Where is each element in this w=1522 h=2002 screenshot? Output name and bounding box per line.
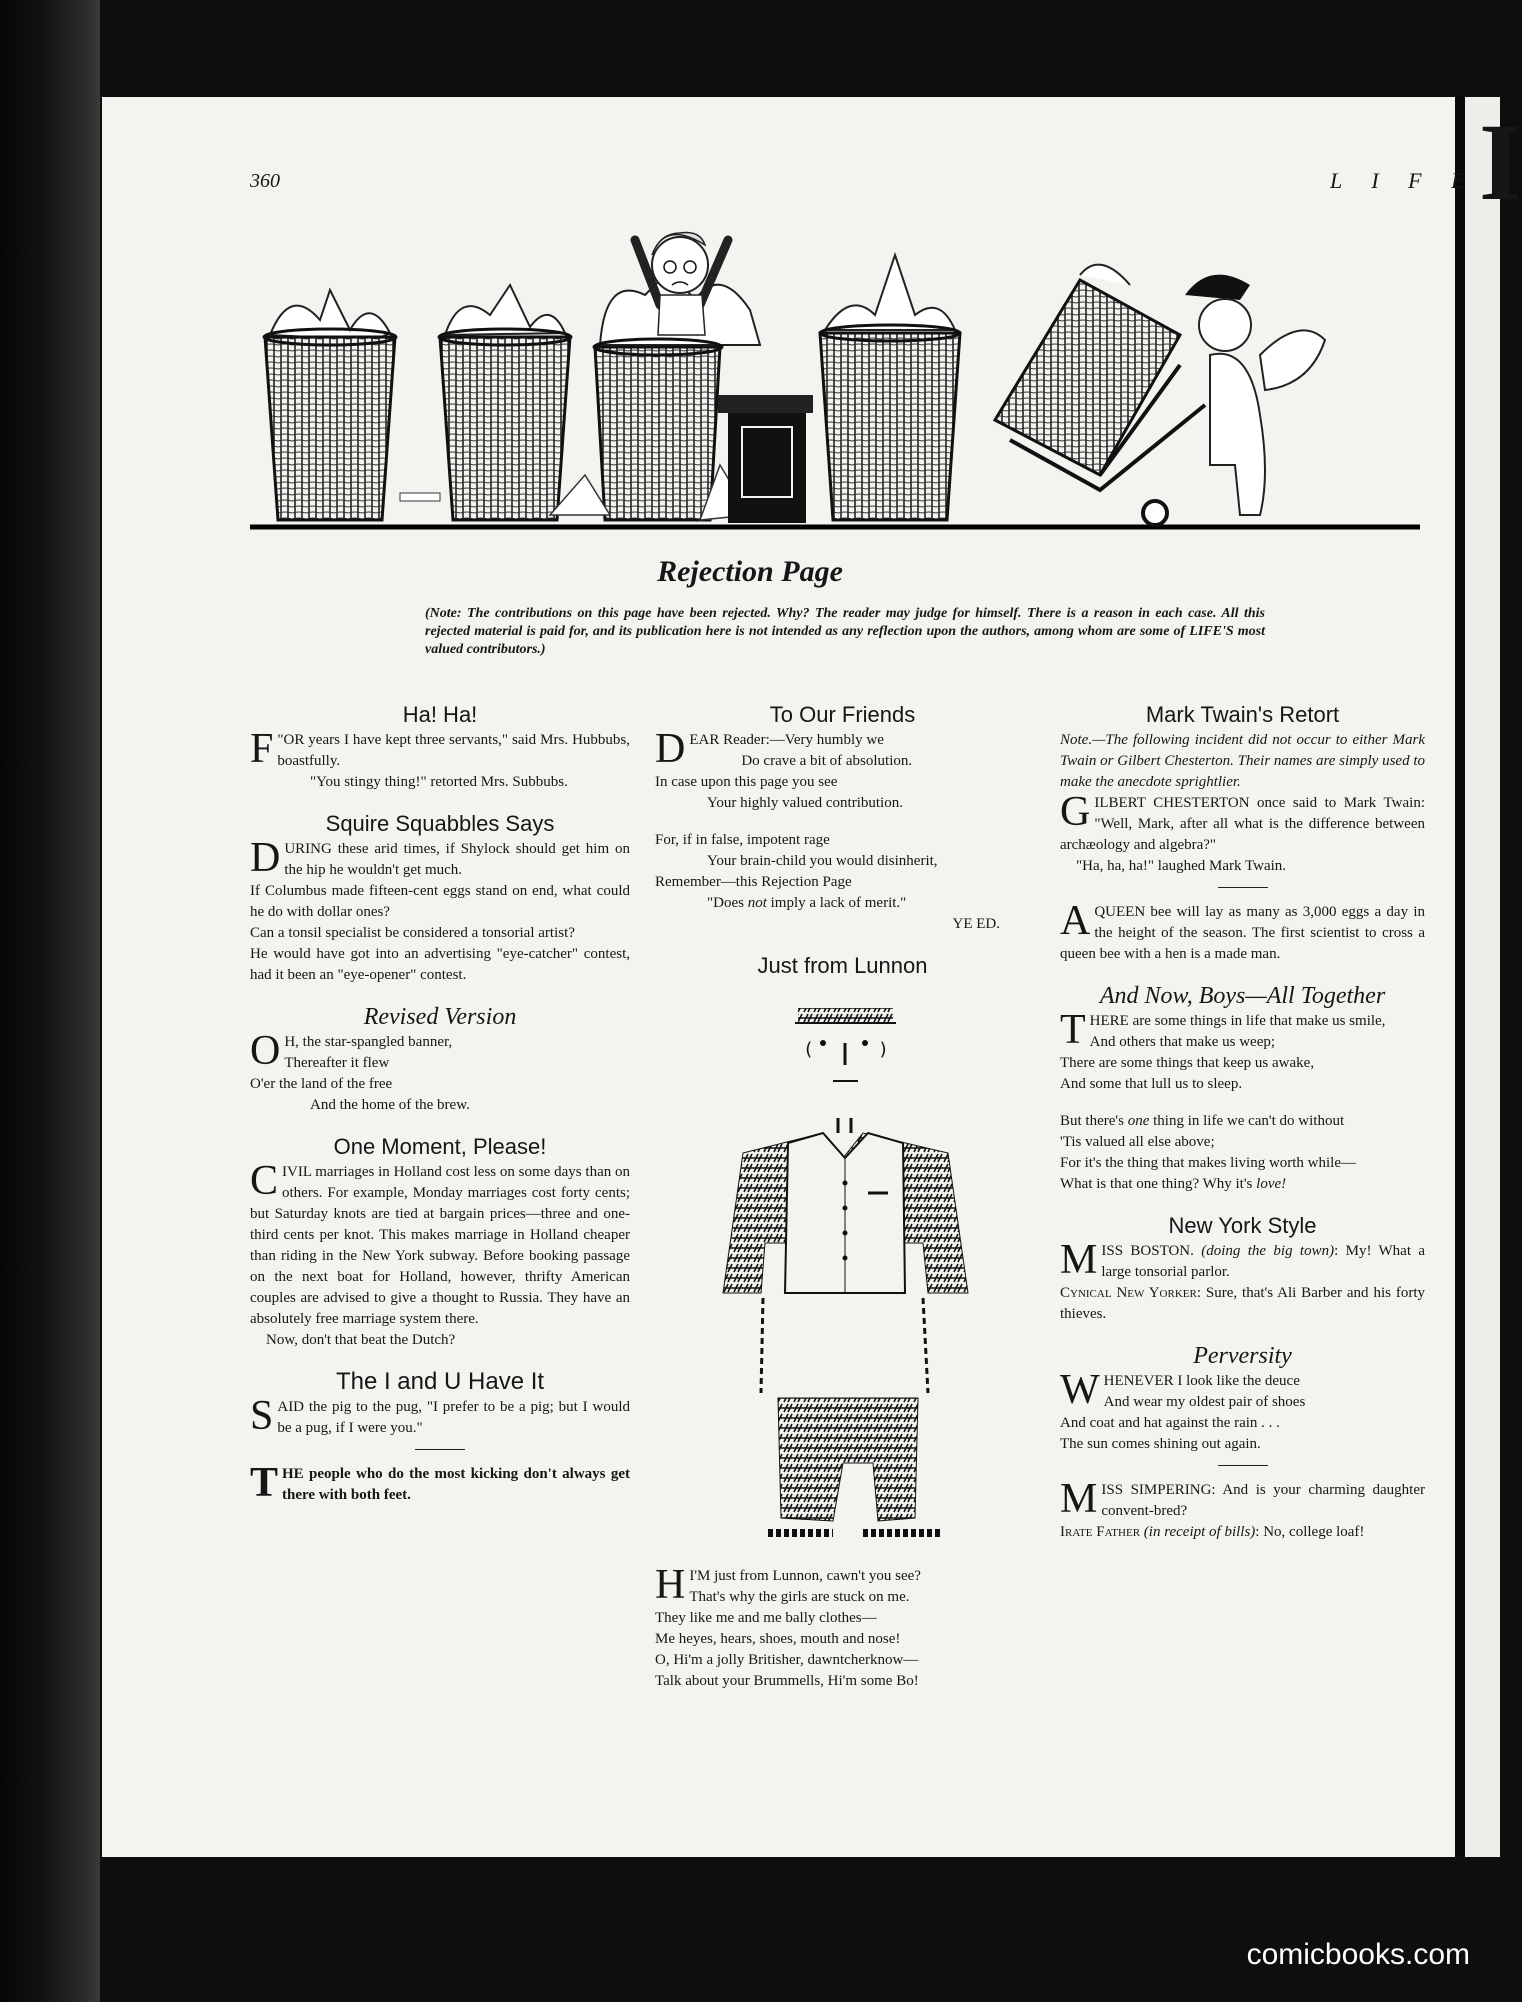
drop-cap: M <box>1060 1237 1098 1283</box>
paragraph-text: OR years I have kept three servants," said Mrs. Hubbubs, boastfully. <box>277 732 630 769</box>
poem-emphasis: one <box>1127 1113 1150 1129</box>
running-title: L I F E <box>1330 168 1477 193</box>
paragraph <box>1060 1476 1425 1522</box>
poem-emphasis: love! <box>1256 1176 1287 1192</box>
poem-line: And coat and hat against the rain . . . <box>1060 1415 1280 1431</box>
poem-line: O'er the land of the free <box>250 1076 393 1092</box>
poem-line <box>1060 1174 1425 1195</box>
heading-revised-version: Revised Version <box>363 1004 517 1030</box>
wastebasket-2 <box>439 285 571 520</box>
poem-text: Do crave a bit of absolution. <box>741 753 913 769</box>
drop-cap: T <box>250 1460 279 1506</box>
heading-mark-twain: Mark Twain's Retort <box>1145 702 1340 727</box>
signature: YE ED. <box>952 916 1000 932</box>
poem-line: O, Hi'm a jolly Britisher, dawntcherknow— <box>655 1652 919 1668</box>
paragraph <box>250 1460 630 1506</box>
paragraph: Now, don't that beat the Dutch? <box>266 1332 456 1348</box>
paragraph-emphasis: (doing the big town) <box>1201 1243 1335 1259</box>
paragraph <box>1060 789 1425 856</box>
poem-line: And some that lull us to sleep. <box>1060 1076 1243 1092</box>
heading-all-together: And Now, Boys—All Together <box>1099 983 1386 1009</box>
drop-cap: H <box>655 1562 686 1608</box>
drop-cap: M <box>1060 1476 1098 1522</box>
heading-to-our-friends: To Our Friends <box>769 702 916 727</box>
svg-text:): ) <box>877 1039 889 1060</box>
divider <box>415 1449 465 1450</box>
paragraph-text: Sure, that's Ali Barber and his forty thieves. <box>1060 1285 1425 1322</box>
poem-line <box>655 1562 1030 1608</box>
poem-line <box>250 1028 630 1074</box>
paragraph <box>250 726 630 772</box>
page-edge <box>1455 97 1465 1857</box>
poem-line: Your brain-child you would disinherit, <box>707 853 938 869</box>
drop-cap: D <box>250 835 281 881</box>
wastebasket-1 <box>264 290 440 520</box>
poem-line: They like me and me bally clothes— <box>655 1610 877 1626</box>
poem-text: EAR Reader:—Very humbly we <box>689 732 884 748</box>
poem-line: And the home of the brew. <box>310 1097 470 1113</box>
paragraph-text: ISS BOSTON. <box>1101 1243 1202 1259</box>
paragraph-text: ILBERT CHESTERTON once said to Mark Twain: "Well, Mark, after all what is the difference between archæology and algebra?" <box>1060 795 1425 853</box>
poem-line <box>1060 1367 1425 1413</box>
poem-text: HERE are some things in life that make us smile, <box>1089 1013 1386 1029</box>
drop-cap: D <box>655 726 686 772</box>
heading-perversity: Perversity <box>1193 1343 1292 1369</box>
paragraph: If Columbus made fifteen-cent eggs stand on end, what could he do with dollar ones? <box>250 883 630 920</box>
hand-truck-with-basket <box>995 265 1205 525</box>
drop-cap: O <box>250 1028 281 1074</box>
drop-cap: A <box>1060 898 1091 944</box>
heading-squire-squabbles: Squire Squabbles Says <box>325 811 555 836</box>
poem-text: thing in life we can't do without <box>1149 1113 1345 1129</box>
watermark-text: comicbooks.com <box>1246 1938 1470 1971</box>
poem-text: And wear my oldest pair of shoes <box>1103 1394 1306 1410</box>
heading-one-moment: One Moment, Please! <box>333 1134 547 1159</box>
divider <box>1218 887 1268 888</box>
poem-line <box>655 726 1030 772</box>
divider <box>1218 1465 1268 1466</box>
drop-cap: W <box>1060 1367 1100 1413</box>
poem-text: What is that one thing? Why it's <box>1060 1176 1257 1192</box>
paragraph: Note.—The following incident did not occur to either Mark Twain or Gilbert Chesterton. Their names are simply used to make the anecdote sprightlier. <box>1060 732 1425 790</box>
column-right <box>1060 700 1425 1543</box>
poem-line: Me heyes, hears, shoes, mouth and nose! <box>655 1631 901 1647</box>
poem-emphasis: not <box>747 895 767 911</box>
book-gutter-shadow <box>0 0 100 2002</box>
drop-cap: F <box>250 726 274 772</box>
editor-note: (Note: The contributions on this page have been rejected. Why? The reader may judge for himself. There is a reason in each case. All this rejected material is paid for, and its publication here is not intended as any reflection upon the authors, among whom are some of LIFE'S most valued contributors.) <box>425 606 1265 657</box>
speaker-label: Cynical New Yorker: <box>1060 1285 1201 1301</box>
header-cartoon-illustration <box>250 215 1420 545</box>
drop-cap: G <box>1060 789 1091 835</box>
drop-cap: T <box>1060 1007 1086 1053</box>
heading-i-and-u: The I and U Have It <box>335 1368 545 1395</box>
poem-text: "Does <box>707 895 748 911</box>
paragraph-text: : No, college loaf! <box>1255 1524 1365 1540</box>
column-middle <box>655 700 1030 1692</box>
speaker-label: Irate Father <box>1060 1524 1141 1540</box>
paragraph <box>250 835 630 881</box>
paragraph <box>1060 1522 1425 1543</box>
paragraph: "You stingy thing!" retorted Mrs. Subbubs. <box>310 774 568 790</box>
poem-line: The sun comes shining out again. <box>1060 1436 1261 1452</box>
poem-line: Remember—this Rejection Page <box>655 874 852 890</box>
column-left <box>250 700 630 1506</box>
paragraph-text: HE people who do the most kicking don't always get there with both feet. <box>282 1466 630 1503</box>
poem-text: That's why the girls are stuck on me. <box>689 1589 910 1605</box>
paragraph <box>1060 1237 1426 1283</box>
paragraph-text: IVIL marriages in Holland cost less on some days than on others. For example, Monday marriages cost forty cents; but Saturday knots are tied at bargain prices—three and one-third cents per knot. This makes marriage in Holland cheaper than riding in the New York subway. Before booking passage on the next boat for Holland, however, thrifty American couples are advised to give a thought to Russia. They have an absolutely free marriage system there. <box>250 1164 630 1327</box>
poem-text: imply a lack of merit." <box>766 895 907 911</box>
paragraph <box>250 1158 630 1330</box>
page-title: Rejection Page <box>657 555 843 588</box>
poem-line: In case upon this page you see <box>655 774 838 790</box>
poem-line: And others that make us weep; <box>1089 1034 1276 1050</box>
next-page-sliver <box>1465 97 1522 1857</box>
paragraph-text: : My! What a large tonsorial parlor. <box>1101 1243 1426 1280</box>
poem-text: But there's <box>1060 1113 1128 1129</box>
paragraph <box>1060 898 1425 965</box>
poem-line: For, if in false, impotent rage <box>655 832 830 848</box>
drop-cap: C <box>250 1158 279 1204</box>
poem-line: There are some things that keep us awake, <box>1060 1055 1315 1071</box>
poem-line: Talk about your Brummells, Hi'm some Bo! <box>655 1673 919 1689</box>
poem-text: I'M just from Lunnon, cawn't you see? <box>689 1568 921 1584</box>
next-page-initial: I <box>1479 101 1522 223</box>
paragraph-emphasis: (in receipt of bills) <box>1140 1524 1256 1540</box>
heading-ha-ha: Ha! Ha! <box>402 702 478 727</box>
paragraph <box>250 1393 630 1439</box>
drop-cap: S <box>250 1393 274 1439</box>
paragraph <box>1060 1283 1425 1325</box>
paragraph-text: URING these arid times, if Shylock should get him on the hip he wouldn't get much. <box>284 841 630 878</box>
paragraph: He would have got into an advertising "eye-catcher" contest, had it been an "eye-opener" contest. <box>250 946 630 983</box>
desk <box>718 395 813 523</box>
poem-text: Thereafter it flew <box>284 1055 390 1071</box>
svg-text:(: ( <box>802 1039 814 1060</box>
poem-line: Your highly valued contribution. <box>707 795 903 811</box>
poem-text: HENEVER I look like the deuce <box>1103 1373 1300 1389</box>
poem-line <box>1060 1111 1425 1132</box>
page-number: 360 <box>250 170 280 192</box>
poem-text: H, the star-spangled banner, <box>284 1034 453 1050</box>
paragraph: Can a tonsil specialist be considered a tonsorial artist? <box>250 925 575 941</box>
paragraph-text: QUEEN bee will lay as many as 3,000 eggs a day in the height of the season. The first scientist to cross a queen bee with a hen is a made man. <box>1060 904 1425 962</box>
poem-line: For it's the thing that makes living worth while— <box>1060 1155 1357 1171</box>
typographic-man-illustration <box>683 993 1003 1548</box>
poem-line: 'Tis valued all else above; <box>1060 1134 1215 1150</box>
heading-new-york-style: New York Style <box>1168 1213 1317 1238</box>
paragraph-text: ISS SIMPERING: And is your charming daughter convent-bred? <box>1101 1482 1425 1519</box>
heading-just-from-lunnon: Just from Lunnon <box>757 953 928 978</box>
wastebasket-4 <box>820 255 960 520</box>
cherub-porter-icon <box>1185 275 1325 515</box>
poem-line <box>655 893 1030 914</box>
paragraph-text: AID the pig to the pug, "I prefer to be a pig; but I would be a pug, if I were you." <box>277 1399 630 1436</box>
open-quote: " <box>277 732 284 748</box>
paragraph: "Ha, ha, ha!" laughed Mark Twain. <box>1076 858 1287 874</box>
